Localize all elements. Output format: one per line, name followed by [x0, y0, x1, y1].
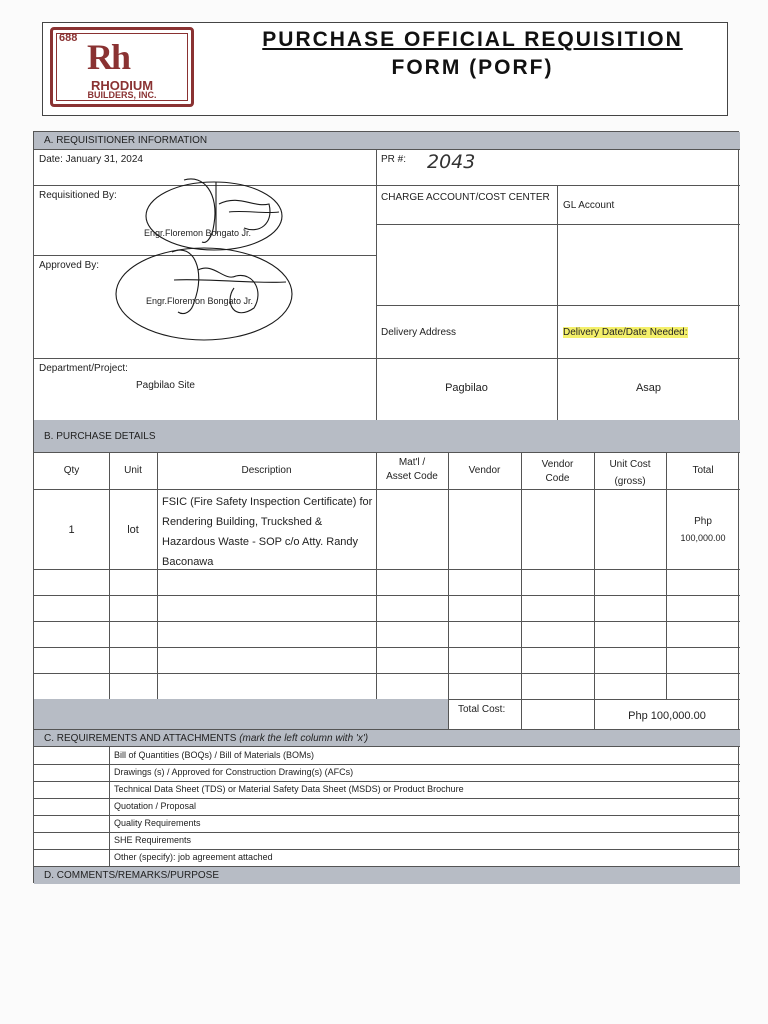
item-unit[interactable]: lot — [127, 524, 139, 536]
pr-label: PR #: — [381, 154, 407, 165]
item-total-currency: Php — [694, 516, 712, 527]
company-logo — [50, 27, 194, 107]
item-description[interactable]: FSIC (Fire Safety Inspection Certificate) for Rendering Building, Truckshed & Hazardous Waste - SOP c/o Atty. Randy Baconawa — [162, 496, 373, 568]
section-c-heading — [34, 729, 740, 747]
department-label: Department/Project: — [39, 363, 128, 374]
logo-number: 688 — [59, 32, 78, 44]
section-d-heading: D. COMMENTS/REMARKS/PURPOSE — [34, 866, 740, 884]
approver-signature — [114, 232, 294, 342]
delivery-date-value[interactable]: Asap — [635, 382, 662, 394]
total-cost-filler — [34, 699, 448, 729]
requirement-label: Quotation / Proposal — [114, 801, 197, 811]
requirement-row[interactable] — [34, 781, 740, 799]
requisitioned-label: Requisitioned By: — [39, 190, 117, 201]
col-vendor: Vendor — [468, 465, 501, 476]
item-total-value[interactable]: 100,000.00 — [680, 533, 726, 543]
requirement-label: Drawings (s) / Approved for Construction Drawing(s) (AFCs) — [114, 767, 354, 777]
requirement-label: Technical Data Sheet (TDS) or Material Safety Data Sheet (MSDS) or Product Brochure — [114, 784, 464, 794]
requirement-label: Other (specify): job agreement attached — [114, 852, 273, 862]
col-unit-cost: Unit Cost (gross) — [609, 459, 651, 487]
gl-account-label: GL Account — [563, 200, 615, 211]
date-label: Date: January 31, 2024 — [39, 154, 143, 165]
requirement-row[interactable] — [34, 815, 740, 833]
section-c-title: C. REQUIREMENTS AND ATTACHMENTS — [44, 733, 237, 744]
item-qty[interactable]: 1 — [68, 524, 75, 536]
charge-account-label: CHARGE ACCOUNT/COST CENTER — [381, 192, 550, 203]
logo-subtitle: BUILDERS, INC. — [87, 90, 157, 100]
porf-form — [33, 131, 739, 883]
section-c-note: (mark the left column with 'x') — [239, 733, 369, 744]
requirement-label: Quality Requirements — [114, 818, 201, 828]
total-cost-value[interactable]: Php 100,000.00 — [628, 710, 706, 722]
pr-number[interactable]: 2043 — [427, 151, 476, 173]
requirement-label: SHE Requirements — [114, 835, 192, 845]
requisitioned-name: Engr.Floremon Bongato Jr. — [144, 228, 252, 238]
requirement-row[interactable] — [34, 798, 740, 816]
requirement-label: Bill of Quantities (BOQs) / Bill of Materials (BOMs) — [114, 750, 315, 760]
col-total: Total — [692, 465, 714, 476]
requirement-row[interactable] — [34, 832, 740, 850]
requirement-row[interactable] — [34, 747, 740, 765]
requirement-row[interactable] — [34, 764, 740, 782]
approved-label: Approved By: — [39, 260, 100, 271]
approved-name: Engr.Floremon Bongato Jr. — [146, 296, 254, 306]
col-description: Description — [241, 465, 292, 476]
delivery-address-label: Delivery Address — [381, 327, 457, 338]
col-vendor-code: Vendor Code — [541, 459, 574, 484]
delivery-address-value[interactable]: Pagbilao — [445, 382, 488, 394]
col-qty: Qty — [63, 465, 80, 476]
logo-name: RHODIUM — [90, 78, 154, 93]
delivery-date-label: Delivery Date/Date Needed: — [563, 327, 688, 338]
section-b-heading: B. PURCHASE DETAILS — [34, 420, 740, 453]
total-cost-label: Total Cost: — [458, 704, 506, 715]
col-matl-asset-code: Mat'l / Asset Code — [386, 457, 438, 482]
form-title-line2: FORM (PORF) — [391, 56, 554, 79]
col-unit: Unit — [124, 465, 142, 476]
department-value[interactable]: Pagbilao Site — [136, 380, 195, 391]
requirement-row[interactable] — [34, 849, 740, 867]
logo-mark: Rh — [87, 37, 130, 77]
section-a-heading: A. REQUISITIONER INFORMATION — [34, 132, 740, 150]
form-title-line1: PURCHASE OFFICIAL REQUISITION — [262, 28, 683, 51]
